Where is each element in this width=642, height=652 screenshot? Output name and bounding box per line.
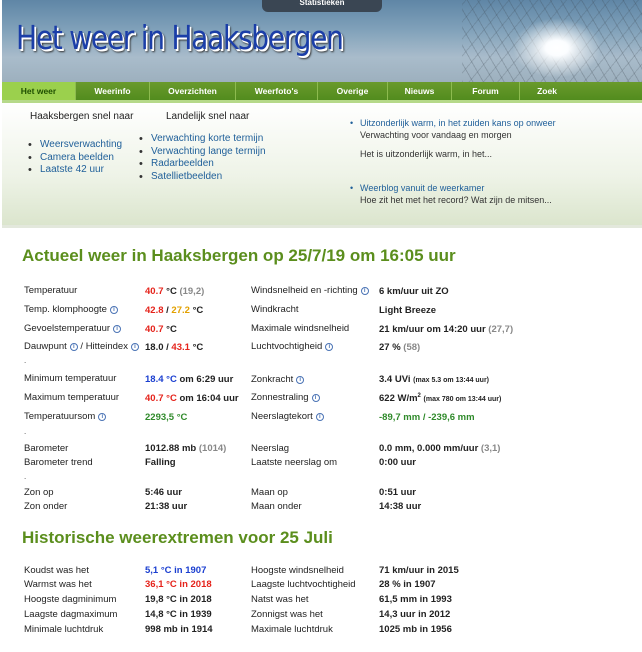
history-value: 28 % in 1907 bbox=[379, 579, 436, 590]
value-sunrise: 5:46 uur bbox=[145, 487, 182, 498]
history-value: 998 mb in 1914 bbox=[145, 624, 213, 635]
value-wet-bulb: 42.8 / 27.2 °C bbox=[145, 305, 204, 316]
history-label: Laagste luchtvochtigheid bbox=[251, 579, 356, 590]
label-min-temp: Minimum temperatuur bbox=[24, 373, 117, 384]
link-radarbeelden[interactable]: • Radarbeelden bbox=[139, 158, 266, 171]
news-link-uitzonderlijk-warm[interactable]: • Uitzonderlijk warm, in het zuiden kans op onweer bbox=[350, 117, 640, 129]
history-value: 1025 mb in 1956 bbox=[379, 624, 452, 635]
label-max-wind: Maximale windsnelheid bbox=[251, 323, 350, 334]
link-laatste-42-uur[interactable]: • Laatste 42 uur bbox=[28, 164, 122, 177]
history-value: 14,8 °C in 1939 bbox=[145, 609, 212, 620]
spacer-dot: . bbox=[24, 427, 27, 436]
quick-links-panel bbox=[2, 103, 642, 225]
link-lange-termijn[interactable]: • Verwachting lange termijn bbox=[139, 146, 266, 159]
spacer-dot: . bbox=[24, 472, 27, 481]
label-moonset: Maan onder bbox=[251, 501, 302, 512]
history-label: Maximale luchtdruk bbox=[251, 624, 333, 635]
value-precip: 0.0 mm, 0.000 mm/uur (3,1) bbox=[379, 443, 501, 454]
info-icon[interactable]: i bbox=[296, 376, 304, 384]
value-radiation: 622 $W/m^2$ (max 780 om 13:44 uur) bbox=[379, 393, 502, 405]
current-weather-heading: Actueel weer in Haaksbergen op 25/7/19 om 16:05 uur bbox=[22, 246, 456, 265]
label-uv: Zonkracht i bbox=[251, 374, 304, 385]
history-value: 61,5 mm in 1993 bbox=[379, 594, 452, 605]
info-icon[interactable]: i bbox=[98, 413, 106, 421]
history-value: 19,8 °C in 2018 bbox=[145, 594, 212, 605]
news-block-1 bbox=[350, 117, 640, 160]
value-sunset: 21:38 uur bbox=[145, 501, 188, 512]
history-label: Minimale luchtdruk bbox=[24, 624, 104, 635]
haaksbergen-quick-title: Haaksbergen snel naar bbox=[30, 111, 134, 122]
info-icon[interactable]: i bbox=[361, 287, 369, 295]
nav-nieuws[interactable]: Nieuws bbox=[388, 82, 452, 102]
nav-weerfotos[interactable]: Weerfoto's bbox=[236, 82, 318, 102]
label-wind: Windsnelheid en -richting i bbox=[251, 285, 369, 296]
value-moonrise: 0:51 uur bbox=[379, 487, 416, 498]
landelijk-quick-title: Landelijk snel naar bbox=[166, 111, 250, 122]
header-banner bbox=[2, 0, 642, 82]
label-radiation: Zonnestraling i bbox=[251, 392, 320, 403]
value-last-precip: 0:00 uur bbox=[379, 457, 416, 468]
value-wind: 6 km/uur uit ZO bbox=[379, 286, 449, 297]
history-label: Hoogste windsnelheid bbox=[251, 565, 344, 576]
main-content bbox=[2, 225, 642, 652]
history-label: Koudst was het bbox=[24, 565, 89, 576]
history-value: 14,3 uur in 2012 bbox=[379, 609, 451, 620]
label-temperature: Temperatuur bbox=[24, 285, 78, 296]
label-max-temp: Maximum temperatuur bbox=[24, 392, 120, 403]
info-icon[interactable]: i bbox=[113, 325, 121, 333]
label-feels-like: Gevoelstemperatuur i bbox=[24, 323, 121, 334]
label-moonrise: Maan op bbox=[251, 487, 288, 498]
history-heading: Historische weerextremen voor 25 Juli bbox=[22, 528, 333, 547]
info-icon[interactable]: i bbox=[316, 413, 324, 421]
history-value: 5,1 °C in 1907 bbox=[145, 565, 207, 576]
history-label: Laagste dagmaximum bbox=[24, 609, 118, 620]
history-label: Hoogste dagminimum bbox=[24, 594, 117, 605]
label-sunrise: Zon op bbox=[24, 487, 54, 498]
link-camera-beelden[interactable]: • Camera beelden bbox=[28, 152, 122, 165]
value-min-temp: 18.4 °C om 6:29 uur bbox=[145, 374, 234, 385]
link-korte-termijn[interactable]: • Verwachting korte termijn bbox=[139, 133, 266, 146]
value-baro-trend: Falling bbox=[145, 457, 176, 468]
info-icon[interactable]: i bbox=[110, 306, 118, 314]
label-wet-bulb: Temp. klomphoogte i bbox=[24, 304, 118, 315]
label-precip-deficit: Neerslagtekort i bbox=[251, 411, 324, 422]
news-block-2 bbox=[350, 182, 640, 206]
label-baro-trend: Barometer trend bbox=[24, 457, 93, 468]
site-title[interactable]: Het weer in Haaksbergen bbox=[16, 18, 343, 57]
nav-overzichten[interactable]: Overzichten bbox=[150, 82, 236, 102]
value-precip-deficit: -89,7 mm / -239,6 mm bbox=[379, 412, 475, 423]
news-text-record: Hoe zit het met het record? Wat zijn de mitsen... bbox=[360, 195, 552, 205]
nav-het-weer[interactable]: Het weer bbox=[2, 82, 76, 102]
value-moonset: 14:38 uur bbox=[379, 501, 422, 512]
sun-image bbox=[512, 18, 602, 78]
nav-zoek[interactable]: Zoek bbox=[537, 86, 557, 96]
nav-overige[interactable]: Overige bbox=[318, 82, 388, 102]
value-humidity: 27 % (58) bbox=[379, 342, 421, 353]
label-precip: Neerslag bbox=[251, 443, 290, 454]
spacer-dot: . bbox=[24, 356, 27, 365]
main-nav bbox=[2, 82, 642, 102]
info-icon[interactable]: i bbox=[325, 343, 333, 351]
label-last-precip: Laatste neerslag om bbox=[251, 457, 338, 468]
landelijk-quick-list bbox=[139, 133, 266, 183]
info-icon[interactable]: i bbox=[131, 343, 139, 351]
value-barometer: 1012.88 mb (1014) bbox=[145, 443, 227, 454]
label-humidity: Luchtvochtigheid i bbox=[251, 341, 333, 352]
link-weersverwachting[interactable]: • Weersverwachting bbox=[28, 139, 122, 152]
history-value: 36,1 °C in 2018 bbox=[145, 579, 212, 590]
label-barometer: Barometer bbox=[24, 443, 69, 454]
haaksbergen-quick-list bbox=[28, 139, 122, 177]
nav-weerinfo[interactable]: Weerinfo bbox=[76, 82, 150, 102]
history-label: Natst was het bbox=[251, 594, 309, 605]
value-feels-like: 40.7 °C bbox=[145, 324, 177, 335]
label-dewpoint: Dauwpunt i / Hitteindex i bbox=[24, 341, 139, 352]
label-sunset: Zon onder bbox=[24, 501, 68, 512]
statistics-tab[interactable]: Statistieken bbox=[262, 0, 382, 12]
info-icon[interactable]: i bbox=[70, 343, 78, 351]
value-max-wind: 21 km/uur om 14:20 uur (27,7) bbox=[379, 324, 514, 335]
news-text-verwachting: Verwachting voor vandaag en morgen bbox=[360, 130, 512, 140]
history-label: Warmst was het bbox=[24, 579, 92, 590]
link-satellietbeelden[interactable]: • Satellietbeelden bbox=[139, 171, 266, 184]
history-value: 71 km/uur in 2015 bbox=[379, 565, 459, 576]
news-text-warm: Het is uitzonderlijk warm, in het... bbox=[360, 149, 493, 159]
value-max-temp: 40.7 °C om 16:04 uur bbox=[145, 393, 239, 404]
nav-forum[interactable]: Forum bbox=[452, 82, 520, 102]
value-temp-sum: 2293,5 °C bbox=[145, 412, 188, 423]
history-label: Zonnigst was het bbox=[251, 609, 323, 620]
value-temperature: 40.7 °C (19,2) bbox=[145, 286, 205, 297]
label-windforce: Windkracht bbox=[251, 304, 299, 315]
value-uv: 3.4 UVi (max 5.3 om 13:44 uur) bbox=[379, 374, 490, 385]
label-temp-sum: Temperatuursom i bbox=[24, 411, 106, 422]
value-windforce: Light Breeze bbox=[379, 305, 437, 316]
value-dewpoint: 18.0 / 43.1 °C bbox=[145, 342, 204, 353]
info-icon[interactable]: i bbox=[312, 394, 320, 402]
news-link-weerblog[interactable]: • Weerblog vanuit de weerkamer bbox=[350, 182, 640, 194]
